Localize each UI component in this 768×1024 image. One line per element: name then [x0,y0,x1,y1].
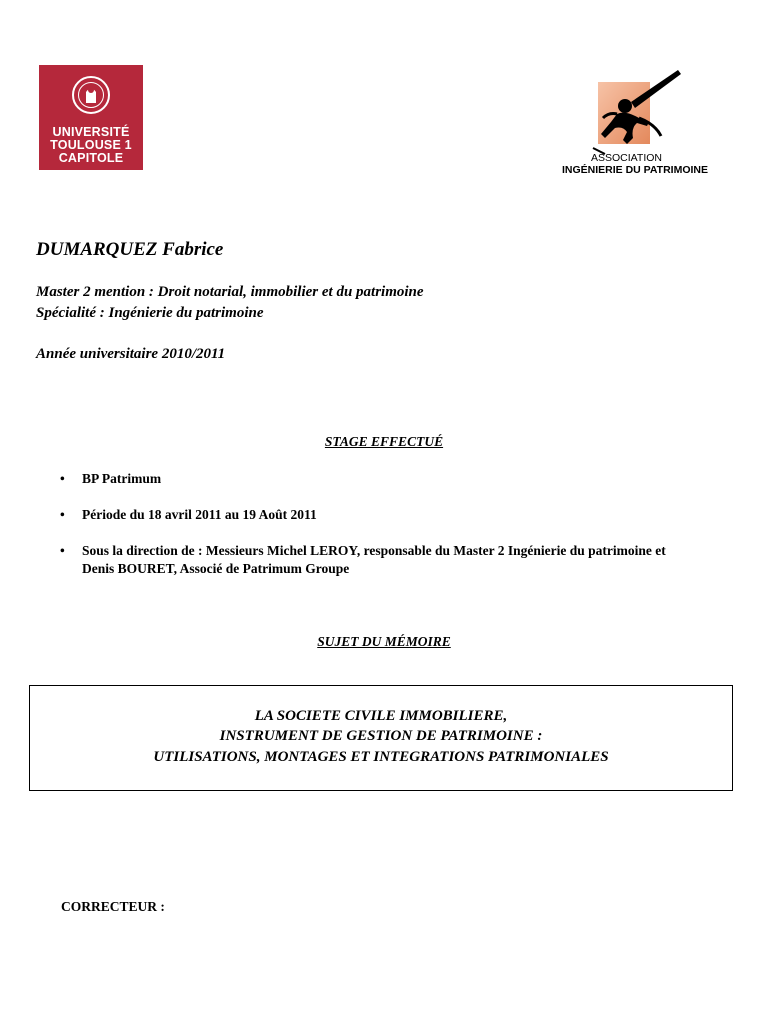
thesis-title-line: INSTRUMENT DE GESTION DE PATRIMOINE : [219,728,543,744]
internship-heading: STAGE EFFECTUÉ [324,434,444,449]
thesis-title-line: LA SOCIETE CIVILE IMMOBILIERE, [254,708,508,724]
dancer-figure-icon [553,66,717,156]
association-title: ASSOCIATION [591,152,662,164]
list-item: • Période du 18 avril 2011 au 19 Août 2011 [60,506,680,524]
list-item: • Sous la direction de : Messieurs Michel LEROY, responsable du Master 2 Ingénierie du patrimoine et Denis BOURET, Associé de Patrimum Groupe [60,542,680,578]
internship-list [60,470,680,596]
master-title: Master 2 mention : Droit notarial, immobilier et du patrimoine [36,284,424,300]
association-logo [553,66,717,178]
specialty: Spécialité : Ingénierie du patrimoine [36,305,264,321]
thesis-heading: SUJET DU MÉMOIRE [317,634,451,649]
list-item: • BP Patrimum [60,470,680,488]
university-name-line: CAPITOLE [58,151,124,165]
thesis-subject-box [29,685,733,791]
correcteur-label: CORRECTEUR : [61,899,165,914]
academic-year: Année universitaire 2010/2011 [36,346,226,362]
university-logo [39,65,143,170]
author-name: DUMARQUEZ Fabrice [36,239,224,260]
association-subtitle: INGÉNIERIE DU PATRIMOINE [561,164,709,176]
thesis-title-line: UTILISATIONS, MONTAGES ET INTEGRATIONS PATRIMONIALES [153,749,609,765]
university-name-line: UNIVERSITÉ [52,125,130,139]
university-name-line: TOULOUSE 1 [50,138,132,152]
